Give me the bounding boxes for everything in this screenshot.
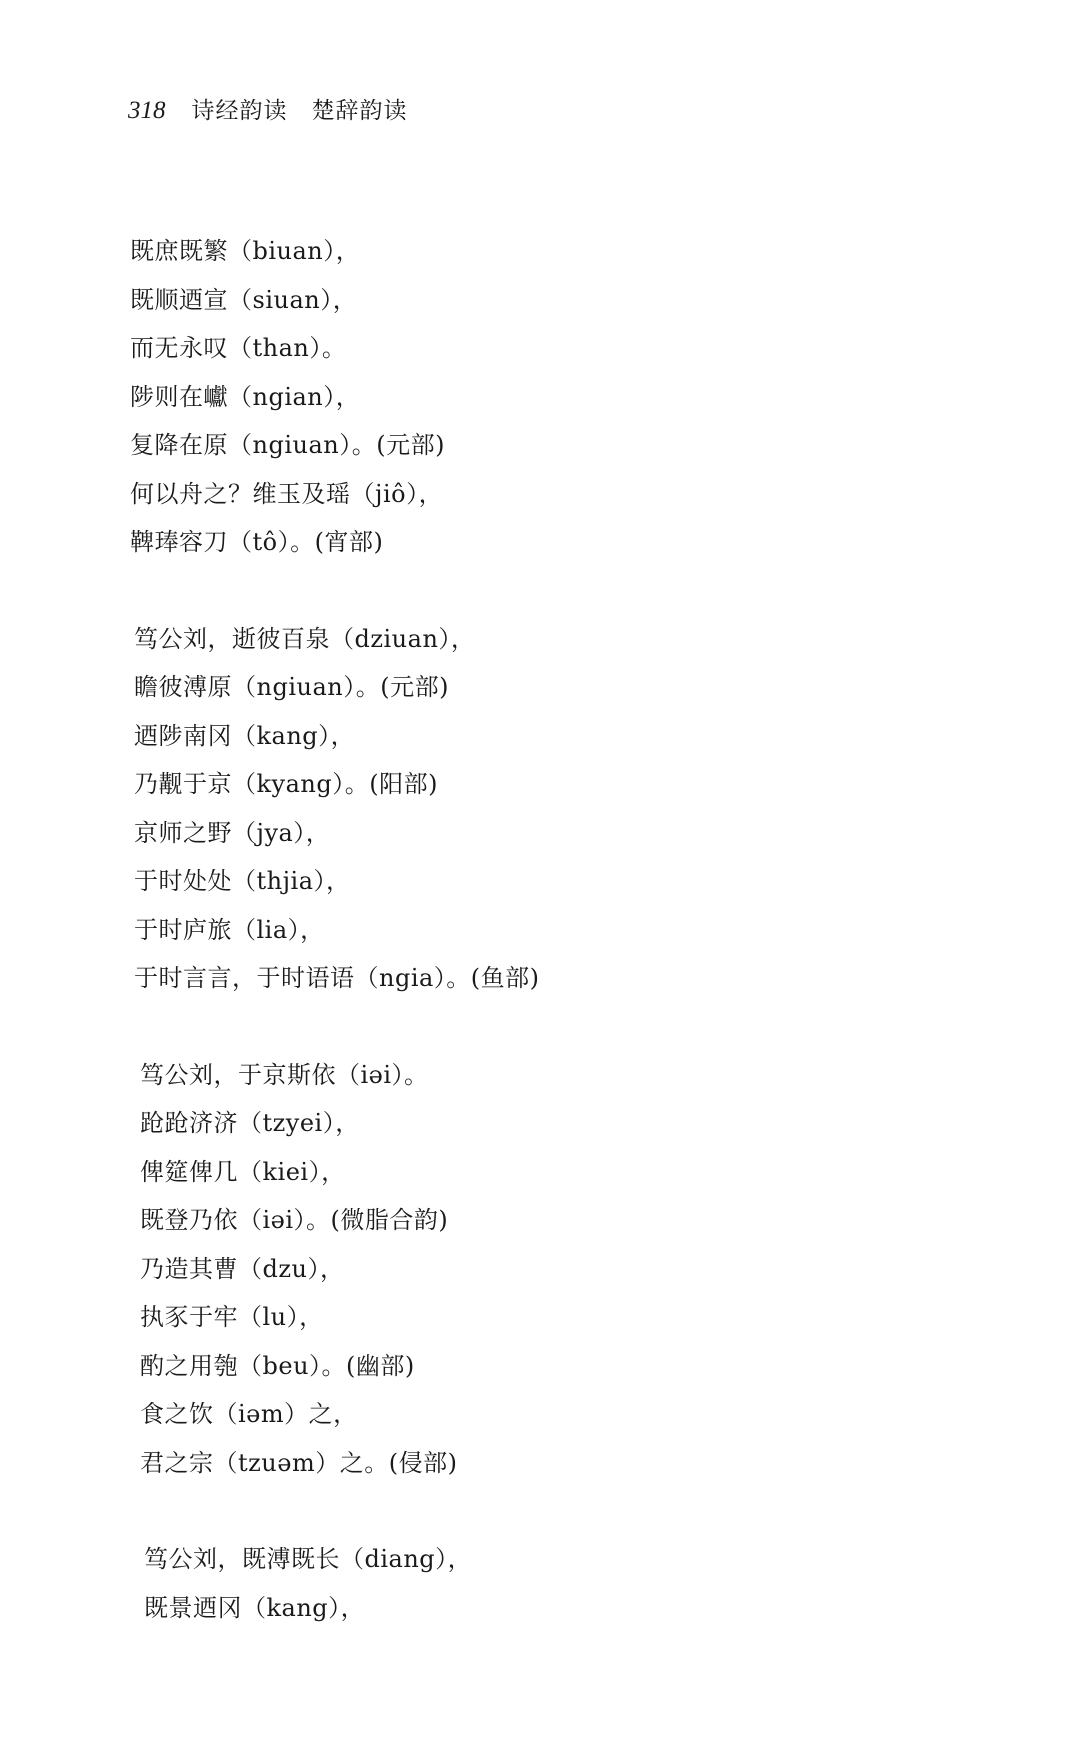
verse-line: 既庶既繁（biuan）， [130,237,361,265]
verse-line: 君之宗（tzuəm）之。(侵部) [140,1448,458,1477]
verse-line: 何以舟之？维玉及瑶（jiô）， [130,479,444,508]
verse-line: 陟则在巘（ngian）， [130,382,361,411]
verse-line: 瞻彼溥原（ngiuan）。(元部) [134,673,449,701]
stanza-3 [130,1051,950,1488]
verse-line: 京师之野（jya）， [134,818,331,847]
stanza-4 [130,1535,950,1632]
verse-line: 乃造其曹（dzu）， [140,1254,345,1283]
verse-line: 乃觏于京（kyang）。(阳部) [134,770,438,798]
verse-line: 鞞琫容刀（tô）。(宵部) [130,528,384,556]
poem-body [130,227,950,1680]
verse-line: 笃公刘，既溥既长（diang）， [144,1545,473,1573]
verse-line: 既登乃依（iəi）。(微脂合韵) [140,1206,449,1234]
page-header [128,92,408,125]
verse-line: 于时处处（thjia）， [134,867,351,895]
verse-line: 既顺迺宣（siuan）， [130,285,358,314]
verse-line: 俾筵俾几（kiei）， [140,1157,346,1186]
page-number: 318 [128,97,166,124]
verse-line: 笃公刘，逝彼百泉（dziuan）， [134,624,476,653]
verse-line: 既景迺冈（kang）， [144,1593,366,1622]
verse-line: 酌之用匏（beu）。(幽部) [140,1351,415,1380]
stanza-1 [130,227,950,567]
stanza-2 [130,615,950,1003]
verse-line: 食之饮（iəm）之， [140,1400,358,1428]
verse-line: 跄跄济济（tzyei）， [140,1109,360,1137]
verse-line: 笃公刘，于京斯依（iəi）。 [140,1060,429,1089]
running-title: 诗经韵读 楚辞韵读 [191,98,408,124]
verse-line: 执豕于牢（lu）， [140,1303,324,1331]
verse-line: 于时言言，于时语语（ngia）。(鱼部) [134,964,540,992]
verse-line: 于时庐旅（lia）， [134,915,325,944]
verse-line: 复降在原（ngiuan）。(元部) [130,431,445,459]
verse-line: 迺陟南冈（kang）， [134,721,356,750]
verse-line: 而无永叹（than）。 [130,334,347,362]
